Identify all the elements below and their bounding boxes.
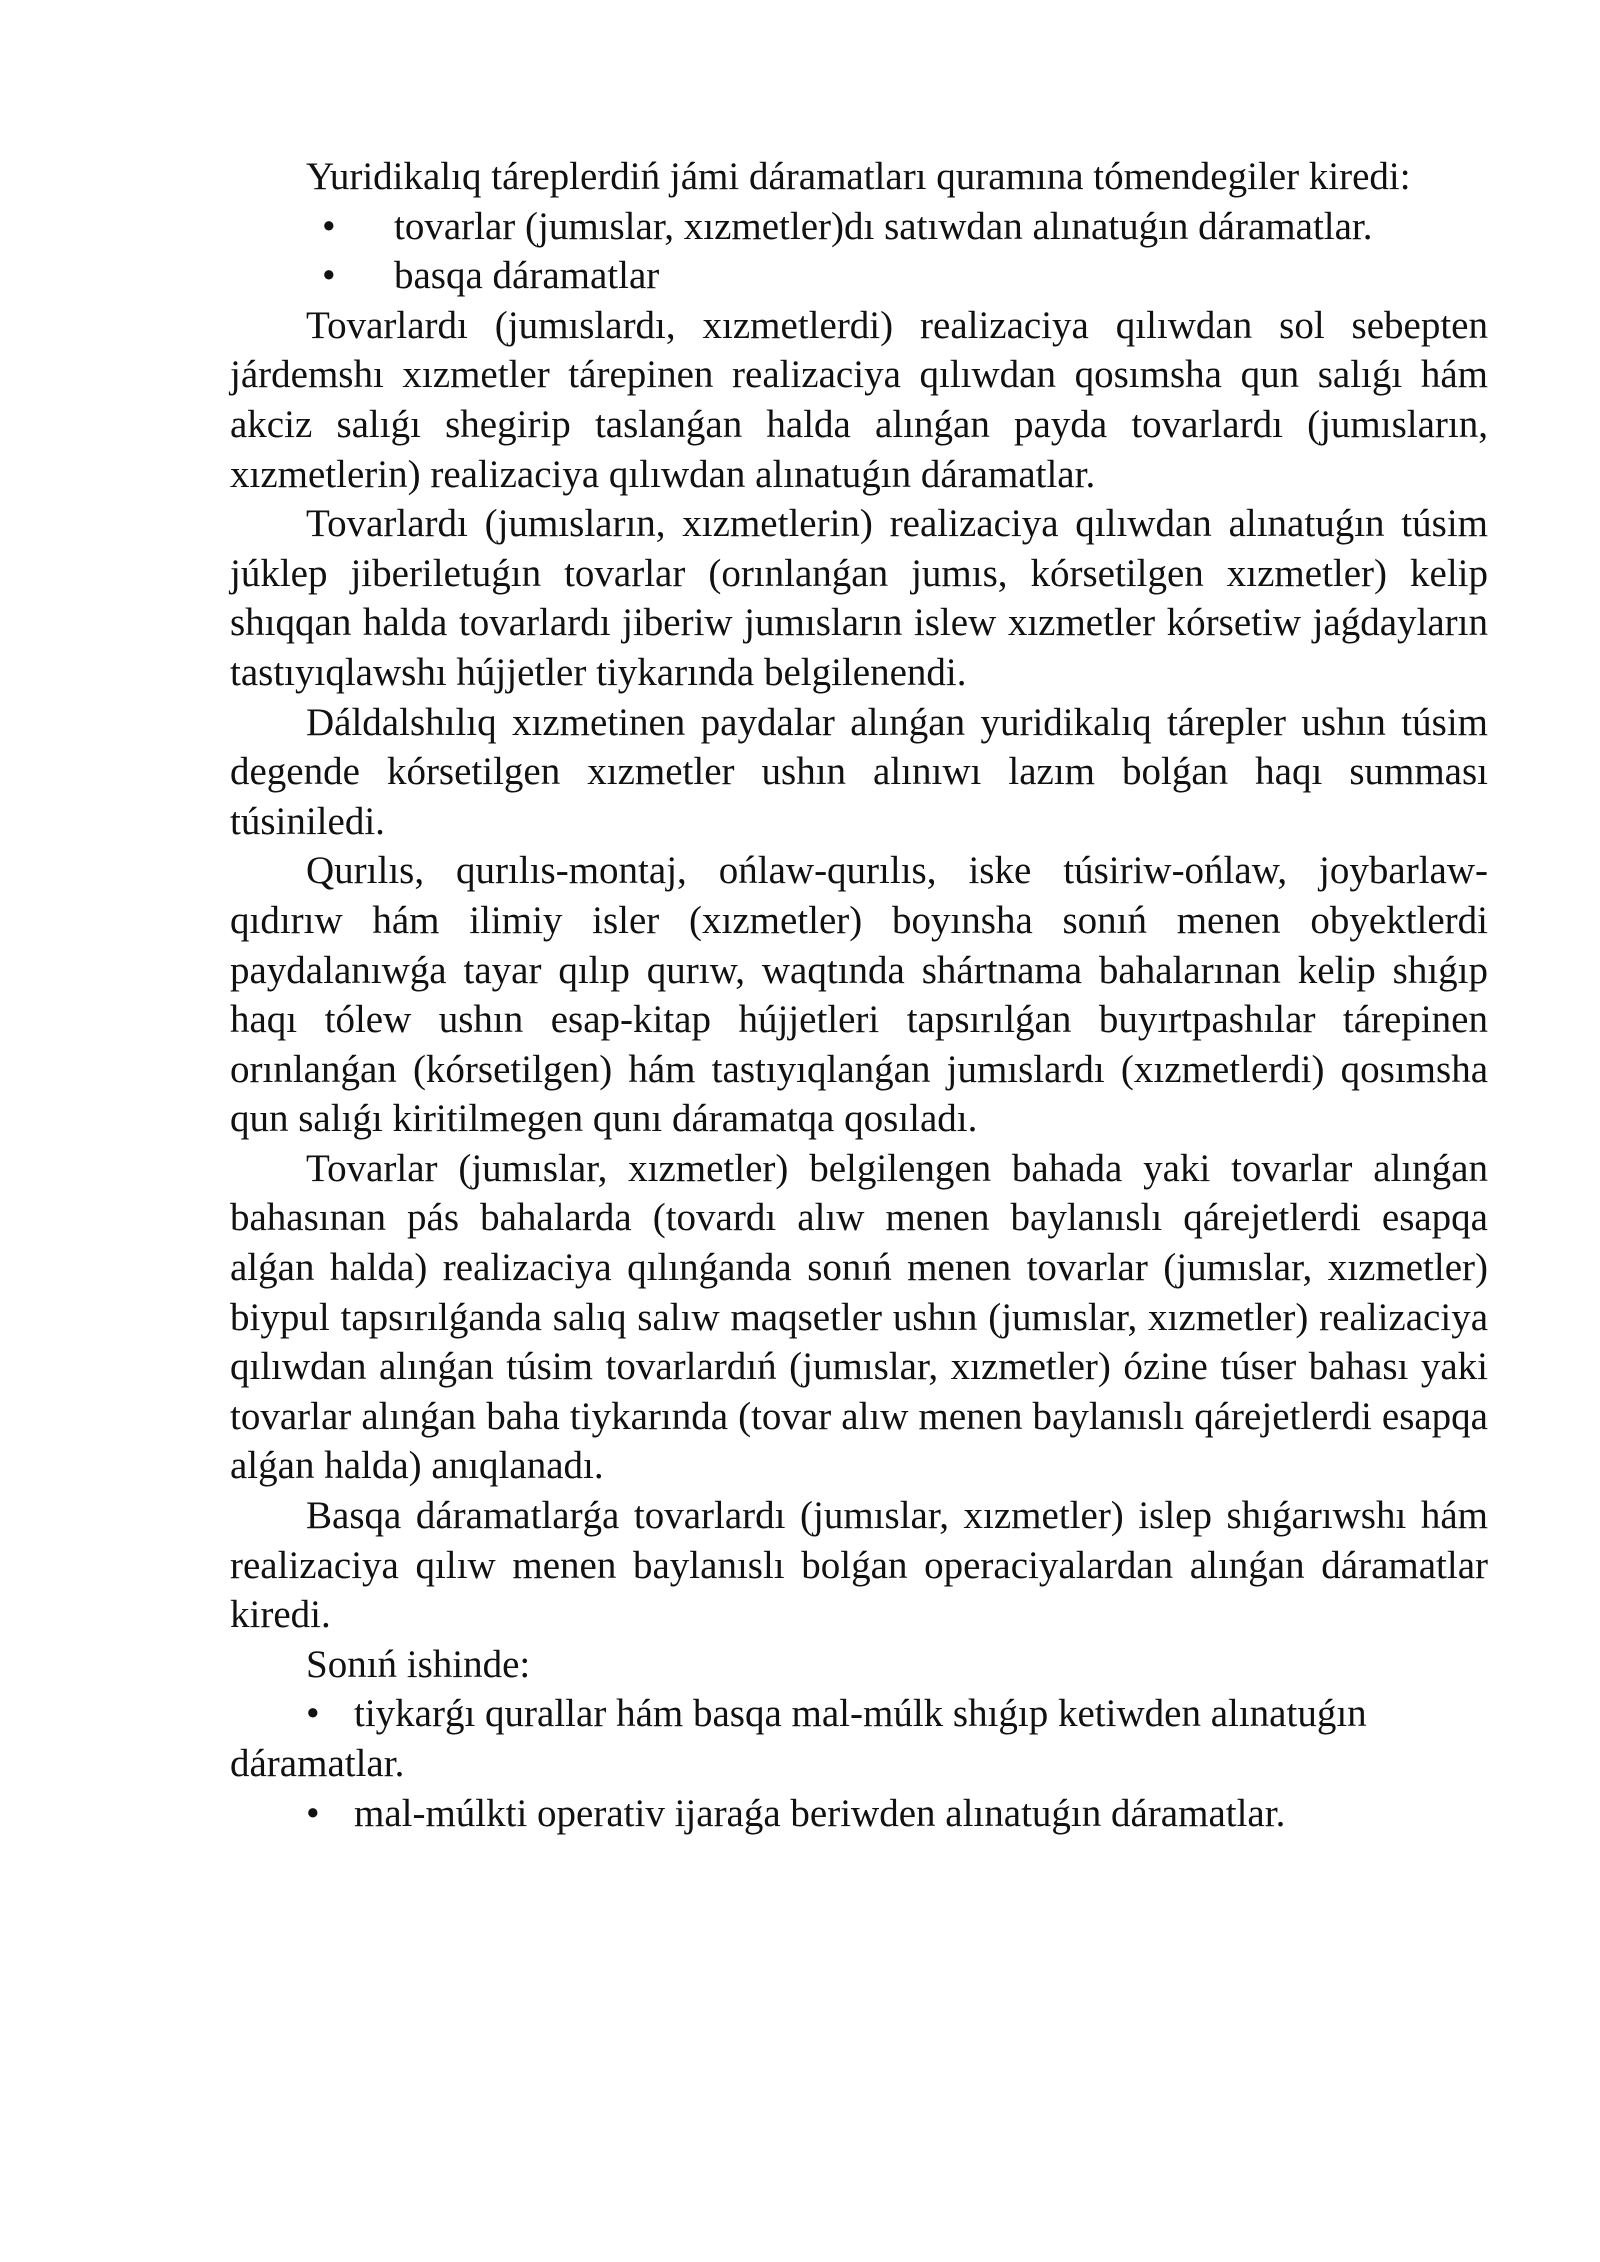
list-item-text: tovarlar (jumıslar, xızmetler)dı satıwdan alınatuǵın dáramatlar. bbox=[394, 204, 1373, 248]
bullet-icon: • bbox=[322, 254, 336, 298]
paragraph: Qurılıs, qurılıs-montaj, ońlaw-qurılıs, iske túsiriw-ońlaw, joybarlaw-qıdırıw hám ilimiy isler (xızmetler) boyınsha sonıń menen obyektlerdi paydalanıwǵa tayar qılıp qurıw, waqtında shártnama bahalarınan kelip shıǵıp haqı tólew ushın esap-kitap hújjetleri tapsırılǵan buyırtpashılar tárepinen orınlanǵan (kórsetilgen) hám tastıyıqlanǵan jumıslardı (xızmetlerdi) qosımsha qun salıǵı kiritilmegen qunı dáramatqa qosıladı. bbox=[230, 849, 1488, 1141]
list-item-text: mal-múlkti operativ ijaraǵa beriwden alınatuǵın dáramatlar. bbox=[354, 1791, 1286, 1835]
list-item bbox=[230, 1789, 1488, 1839]
list-item-text: basqa dáramatlar bbox=[394, 254, 660, 298]
paragraph: Tovarlardı (jumısların, xızmetlerin) realizaciya qılıwdan alınatuǵın túsim júklep jiberiletuǵın tovarlar (orınlanǵan jumıs, kórsetilgen xızmetler) kelip shıqqan halda tovarlardı jiberiw jumısların islew xızmetler kórsetiw jaǵdayların tastıyıqlawshı hújjetler tiykarında belgilenendi. bbox=[230, 502, 1488, 694]
list-item-text: tiykarǵı qurallar hám basqa mal-múlk shıǵıp ketiwden alınatuǵın dáramatlar. bbox=[230, 1692, 1367, 1785]
document-page bbox=[230, 152, 1488, 1838]
closing-intro: Sonıń ishinde: bbox=[306, 1642, 531, 1686]
bullet-icon: • bbox=[306, 1692, 320, 1736]
paragraph: Dáldalshılıq xızmetinen paydalar alınǵan yuridikalıq tárepler ushın túsim degende kórsetilgen xızmetler ushın alınıwı lazım bolǵan haqı summası túsiniledi. bbox=[230, 700, 1488, 843]
paragraph: Tovarlardı (jumıslardı, xızmetlerdi) realizaciya qılıwdan sol sebepten járdemshı xızmetler tárepinen realizaciya qılıwdan qosımsha qun salıǵı hám akciz salıǵı shegirip taslanǵan halda alınǵan payda tovarlardı (jumısların, xızmetlerin) realizaciya qılıwdan alınatuǵın dáramatlar. bbox=[230, 303, 1488, 496]
paragraph: Tovarlar (jumıslar, xızmetler) belgilengen bahada yaki tovarlar alınǵan bahasınan pás bahalarda (tovardı alıw menen baylanıslı qárejetlerdi esapqa alǵan halda) realizaciya qılınǵanda sonıń menen tovarlar (jumıslar, xızmetler) biypul tapsırılǵanda salıq salıw maqsetler ushın (jumıslar, xızmetler) realizaciya qılıwdan alınǵan túsim tovarlardıń (jumıslar, xızmetler) ózine túser bahası yaki tovarlar alınǵan baha tiykarında (tovar alıw menen baylanıslı qárejetlerdi esapqa alǵan halda) anıqlanadı. bbox=[230, 1146, 1488, 1488]
intro-paragraph: Yuridikalıq táreplerdiń jámi dáramatları quramına tómendegiler kiredi: bbox=[306, 155, 1411, 198]
list-item bbox=[230, 1689, 1488, 1788]
paragraph: Basqa dáramatlarǵa tovarlardı (jumıslar, xızmetler) islep shıǵarıwshı hám realizaciya qılıw menen baylanıslı bolǵan operaciyalardan alınǵan dáramatlar kiredi. bbox=[230, 1494, 1488, 1637]
list-item bbox=[230, 202, 1488, 252]
bullet-icon: • bbox=[306, 1791, 320, 1835]
bullet-icon: • bbox=[322, 204, 336, 248]
list-item bbox=[230, 251, 1488, 301]
